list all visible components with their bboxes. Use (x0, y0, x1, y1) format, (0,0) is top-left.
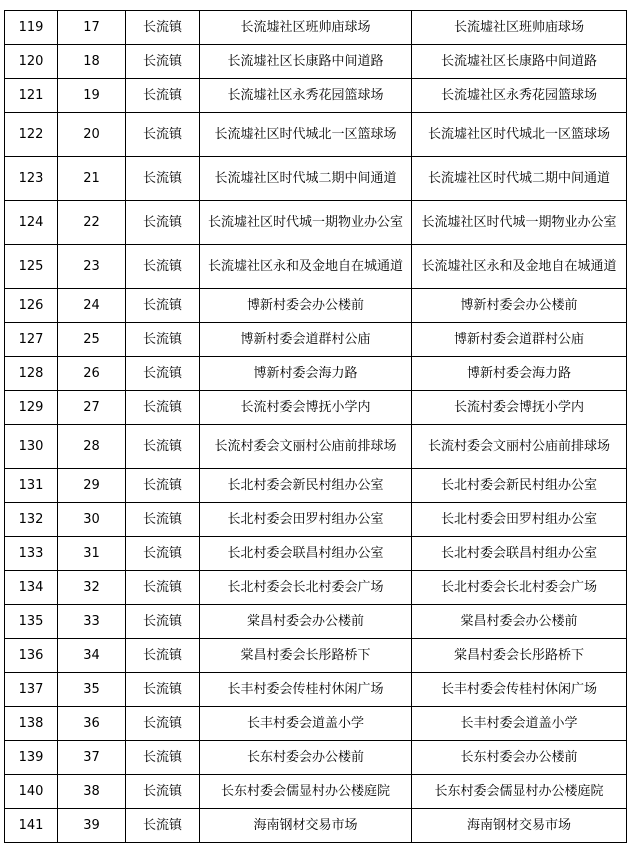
sub-number-cell: 33 (58, 605, 126, 639)
town-cell: 长流镇 (126, 11, 200, 45)
town-cell: 长流镇 (126, 605, 200, 639)
row-number-cell: 119 (5, 11, 58, 45)
table-row (5, 673, 627, 707)
location-cell: 长东村委会办公楼前 (200, 741, 412, 775)
table-row (5, 741, 627, 775)
sub-number-cell: 35 (58, 673, 126, 707)
table-row (5, 79, 627, 113)
location-cell: 长丰村委会道盖小学 (200, 707, 412, 741)
table-row (5, 775, 627, 809)
town-cell: 长流镇 (126, 289, 200, 323)
site-name-cell: 长流墟社区永和及金地自在城通道 (412, 245, 627, 289)
sub-number-cell: 31 (58, 537, 126, 571)
sub-number-cell: 39 (58, 809, 126, 843)
site-name-cell: 长流墟社区永秀花园篮球场 (412, 79, 627, 113)
row-number-cell: 122 (5, 113, 58, 157)
sub-number-cell: 21 (58, 157, 126, 201)
site-name-cell: 长北村委会长北村委会广场 (412, 571, 627, 605)
town-cell: 长流镇 (126, 707, 200, 741)
location-cell: 海南钢材交易市场 (200, 809, 412, 843)
table-row (5, 809, 627, 843)
town-cell: 长流镇 (126, 673, 200, 707)
site-name-cell: 长流墟社区长康路中间道路 (412, 45, 627, 79)
row-number-cell: 133 (5, 537, 58, 571)
row-number-cell: 123 (5, 157, 58, 201)
table-row (5, 391, 627, 425)
site-name-cell: 长流墟社区班帅庙球场 (412, 11, 627, 45)
sub-number-cell: 34 (58, 639, 126, 673)
town-cell: 长流镇 (126, 809, 200, 843)
sub-number-cell: 29 (58, 469, 126, 503)
town-cell: 长流镇 (126, 571, 200, 605)
testing-site-table (4, 10, 627, 843)
town-cell: 长流镇 (126, 775, 200, 809)
site-name-cell: 海南钢材交易市场 (412, 809, 627, 843)
sub-number-cell: 38 (58, 775, 126, 809)
row-number-cell: 135 (5, 605, 58, 639)
site-name-cell: 长北村委会田罗村组办公室 (412, 503, 627, 537)
location-cell: 长流墟社区永和及金地自在城通道 (200, 245, 412, 289)
table-row (5, 113, 627, 157)
table-row (5, 201, 627, 245)
site-name-cell: 棠昌村委会办公楼前 (412, 605, 627, 639)
row-number-cell: 139 (5, 741, 58, 775)
row-number-cell: 131 (5, 469, 58, 503)
site-name-cell: 长流墟社区时代城一期物业办公室 (412, 201, 627, 245)
town-cell: 长流镇 (126, 113, 200, 157)
table-row (5, 571, 627, 605)
sub-number-cell: 20 (58, 113, 126, 157)
row-number-cell: 140 (5, 775, 58, 809)
location-cell: 长流墟社区时代城一期物业办公室 (200, 201, 412, 245)
site-name-cell: 长流墟社区时代城北一区篮球场 (412, 113, 627, 157)
table-row (5, 537, 627, 571)
site-name-cell: 长东村委会办公楼前 (412, 741, 627, 775)
table-row (5, 605, 627, 639)
row-number-cell: 121 (5, 79, 58, 113)
location-cell: 长流村委会博抚小学内 (200, 391, 412, 425)
location-cell: 长北村委会长北村委会广场 (200, 571, 412, 605)
town-cell: 长流镇 (126, 45, 200, 79)
site-name-cell: 长流村委会博抚小学内 (412, 391, 627, 425)
sub-number-cell: 28 (58, 425, 126, 469)
town-cell: 长流镇 (126, 79, 200, 113)
location-cell: 长流墟社区班帅庙球场 (200, 11, 412, 45)
location-cell: 长北村委会田罗村组办公室 (200, 503, 412, 537)
sub-number-cell: 23 (58, 245, 126, 289)
sub-number-cell: 24 (58, 289, 126, 323)
table-row (5, 323, 627, 357)
site-name-cell: 博新村委会海力路 (412, 357, 627, 391)
town-cell: 长流镇 (126, 157, 200, 201)
sub-number-cell: 18 (58, 45, 126, 79)
location-cell: 长流墟社区永秀花园篮球场 (200, 79, 412, 113)
site-name-cell: 博新村委会办公楼前 (412, 289, 627, 323)
row-number-cell: 134 (5, 571, 58, 605)
site-name-cell: 长丰村委会道盖小学 (412, 707, 627, 741)
location-cell: 棠昌村委会长彤路桥下 (200, 639, 412, 673)
town-cell: 长流镇 (126, 425, 200, 469)
site-name-cell: 长丰村委会传桂村休闲广场 (412, 673, 627, 707)
table-row (5, 45, 627, 79)
sub-number-cell: 22 (58, 201, 126, 245)
row-number-cell: 137 (5, 673, 58, 707)
table-row (5, 357, 627, 391)
location-cell: 长丰村委会传桂村休闲广场 (200, 673, 412, 707)
table-row (5, 425, 627, 469)
town-cell: 长流镇 (126, 323, 200, 357)
table-row (5, 157, 627, 201)
row-number-cell: 125 (5, 245, 58, 289)
row-number-cell: 130 (5, 425, 58, 469)
sub-number-cell: 36 (58, 707, 126, 741)
sub-number-cell: 27 (58, 391, 126, 425)
table-row (5, 11, 627, 45)
site-name-cell: 长流墟社区时代城二期中间通道 (412, 157, 627, 201)
sub-number-cell: 17 (58, 11, 126, 45)
table-row (5, 289, 627, 323)
sub-number-cell: 32 (58, 571, 126, 605)
town-cell: 长流镇 (126, 469, 200, 503)
site-name-cell: 长北村委会新民村组办公室 (412, 469, 627, 503)
table-body (5, 11, 627, 843)
location-cell: 长流墟社区时代城北一区篮球场 (200, 113, 412, 157)
site-name-cell: 博新村委会道群村公庙 (412, 323, 627, 357)
row-number-cell: 126 (5, 289, 58, 323)
site-name-cell: 长东村委会儒显村办公楼庭院 (412, 775, 627, 809)
town-cell: 长流镇 (126, 741, 200, 775)
site-name-cell: 长流村委会文丽村公庙前排球场 (412, 425, 627, 469)
table-row (5, 707, 627, 741)
town-cell: 长流镇 (126, 357, 200, 391)
sub-number-cell: 26 (58, 357, 126, 391)
location-cell: 长北村委会联昌村组办公室 (200, 537, 412, 571)
row-number-cell: 120 (5, 45, 58, 79)
location-cell: 博新村委会道群村公庙 (200, 323, 412, 357)
row-number-cell: 141 (5, 809, 58, 843)
town-cell: 长流镇 (126, 503, 200, 537)
town-cell: 长流镇 (126, 391, 200, 425)
town-cell: 长流镇 (126, 639, 200, 673)
town-cell: 长流镇 (126, 537, 200, 571)
location-cell: 棠昌村委会办公楼前 (200, 605, 412, 639)
sub-number-cell: 30 (58, 503, 126, 537)
location-cell: 博新村委会办公楼前 (200, 289, 412, 323)
town-cell: 长流镇 (126, 245, 200, 289)
table-row (5, 469, 627, 503)
location-cell: 长流墟社区时代城二期中间通道 (200, 157, 412, 201)
row-number-cell: 136 (5, 639, 58, 673)
row-number-cell: 128 (5, 357, 58, 391)
town-cell: 长流镇 (126, 201, 200, 245)
sub-number-cell: 19 (58, 79, 126, 113)
location-cell: 长北村委会新民村组办公室 (200, 469, 412, 503)
row-number-cell: 124 (5, 201, 58, 245)
sub-number-cell: 37 (58, 741, 126, 775)
location-cell: 博新村委会海力路 (200, 357, 412, 391)
row-number-cell: 129 (5, 391, 58, 425)
row-number-cell: 132 (5, 503, 58, 537)
location-cell: 长流墟社区长康路中间道路 (200, 45, 412, 79)
sub-number-cell: 25 (58, 323, 126, 357)
site-name-cell: 长北村委会联昌村组办公室 (412, 537, 627, 571)
table-row (5, 245, 627, 289)
location-cell: 长流村委会文丽村公庙前排球场 (200, 425, 412, 469)
row-number-cell: 127 (5, 323, 58, 357)
location-cell: 长东村委会儒显村办公楼庭院 (200, 775, 412, 809)
row-number-cell: 138 (5, 707, 58, 741)
table-row (5, 503, 627, 537)
site-name-cell: 棠昌村委会长彤路桥下 (412, 639, 627, 673)
table-row (5, 639, 627, 673)
